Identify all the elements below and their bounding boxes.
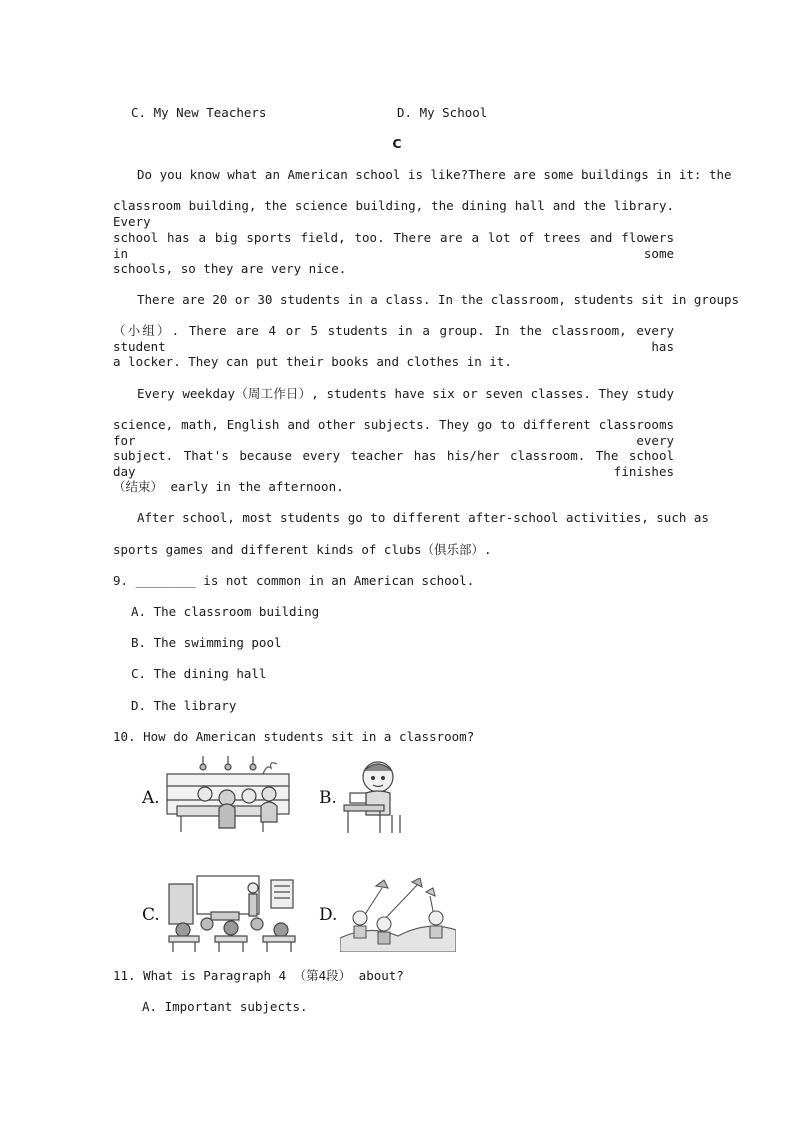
passage-line: a locker. They can put their books and clothes in it. [113, 354, 512, 369]
passage-line: science, math, English and other subjects. They go to different classrooms for every [113, 417, 674, 448]
question-11-stem: 11. What is Paragraph 4 （第4段） about? [113, 968, 404, 983]
passage-line: （小组）. There are 4 or 5 students in a group. In the classroom, every student has [113, 323, 674, 354]
student-alone-picture[interactable] [340, 757, 404, 835]
question-11-option-a[interactable]: A. Important subjects. [142, 999, 308, 1014]
passage-line: There are 20 or 30 students in a class. In the classroom, students sit in groups [137, 292, 740, 307]
passage-line: （结束） early in the afternoon. [113, 479, 344, 494]
question-9-option-a[interactable]: A. The classroom building [131, 604, 320, 619]
picture-option-d-label[interactable]: D. [319, 905, 338, 925]
passage-line: After school, most students go to different after-school activities, such as [137, 510, 709, 525]
picture-option-c-label[interactable]: C. [142, 905, 160, 925]
classroom-rows-picture[interactable] [163, 874, 299, 952]
passage-line: subject. That's because every teacher has his/her classroom. The school day finishes [113, 448, 674, 479]
passage-line: Every weekday（周工作日）, students have six or seven classes. They study [137, 386, 674, 401]
prev-option-d: D. My School [397, 105, 488, 120]
kite-flying-picture[interactable] [340, 878, 456, 952]
passage-line: sports games and different kinds of clubs（俱乐部）. [113, 542, 492, 557]
section-title: C [392, 136, 402, 151]
picture-option-a-label[interactable]: A. [142, 788, 160, 808]
classroom-groups-picture[interactable] [163, 756, 293, 834]
picture-option-b-label[interactable]: B. [319, 788, 337, 808]
question-9-option-c[interactable]: C. The dining hall [131, 666, 267, 681]
passage-line: classroom building, the science building, the dining hall and the library. Every [113, 198, 674, 229]
passage-line: Do you know what an American school is like?There are some buildings in it: the [137, 167, 732, 182]
prev-option-c: C. My New Teachers [131, 105, 267, 120]
passage-line: schools, so they are very nice. [113, 261, 347, 276]
question-9-option-d[interactable]: D. The library [131, 698, 237, 713]
question-10-stem: 10. How do American students sit in a classroom? [113, 729, 475, 744]
passage-line: school has a big sports field, too. There are a lot of trees and flowers in some [113, 230, 674, 261]
question-9-stem: 9. ________ is not common in an American school. [113, 573, 475, 588]
question-9-option-b[interactable]: B. The swimming pool [131, 635, 282, 650]
